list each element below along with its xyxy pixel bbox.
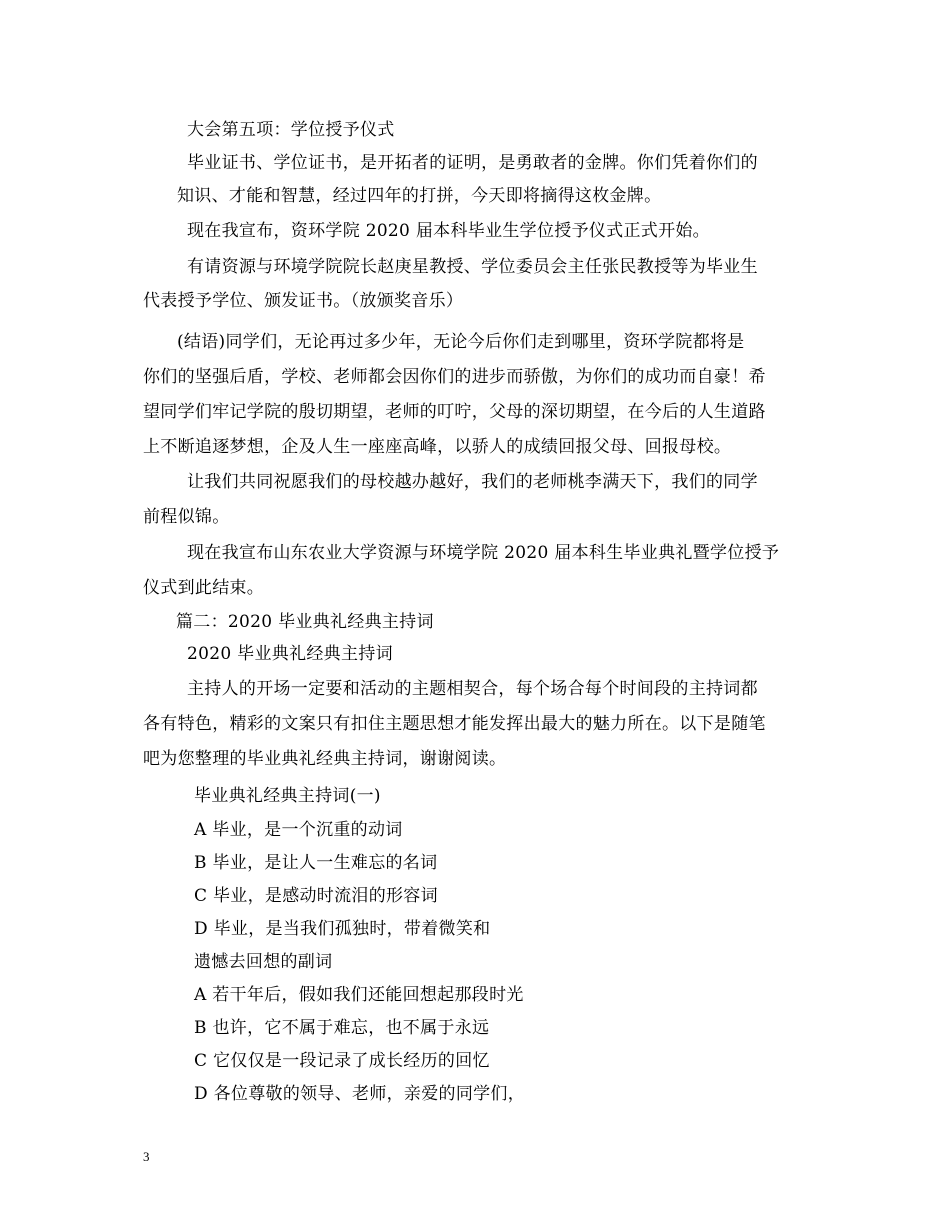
text-line: 现在我宣布山东农业大学资源与环境学院 2020 届本科生毕业典礼暨学位授予 (187, 543, 780, 563)
text-line: 你们的坚强后盾，学校、老师都会因你们的进步而骄傲，为你们的成功而自豪！希 (143, 367, 766, 387)
text-line: 主持人的开场一定要和活动的主题相契合，每个场合每个时间段的主持词都 (187, 679, 758, 699)
text-line: A 若干年后，假如我们还能回想起那段时光 (194, 985, 524, 1005)
text-line: 让我们共同祝愿我们的母校越办越好，我们的老师桃李满天下，我们的同学 (187, 472, 758, 492)
text-line: D 各位尊敬的领导、老师，亲爱的同学们， (194, 1084, 526, 1104)
text-line: 毕业典礼经典主持词(一) (194, 786, 381, 806)
text-line: 有请资源与环境学院院长赵庚星教授、学位委员会主任张民教授等为毕业生 (187, 257, 758, 277)
text-line: 仪式到此结束。 (143, 578, 265, 598)
text-line: (结语)同学们，无论再过多少年，无论今后你们走到哪里，资环学院都将是 (177, 332, 745, 352)
text-line: C 毕业，是感动时流泪的形容词 (194, 886, 438, 906)
text-line: B 毕业，是让人一生难忘的名词 (194, 853, 438, 873)
text-line: 前程似锦。 (143, 507, 230, 527)
text-line: 各有特色，精彩的文案只有扣住主题思想才能发挥出最大的魅力所在。以下是随笔 (143, 714, 766, 734)
text-line: 遗憾去回想的副词 (194, 952, 333, 972)
text-line: 代表授予学位、颁发证书。（放颁奖音乐） (143, 291, 464, 311)
text-line: 吧为您整理的毕业典礼经典主持词，谢谢阅读。 (143, 749, 507, 769)
text-line: 知识、才能和智慧，经过四年的打拼，今天即将摘得这枚金牌。 (177, 186, 662, 206)
text-line: B 也许，它不属于难忘，也不属于永远 (194, 1018, 490, 1038)
text-line: C 它仅仅是一段记录了成长经历的回忆 (194, 1051, 490, 1071)
text-line: D 毕业，是当我们孤独时，带着微笑和 (194, 919, 491, 939)
text-line: 现在我宣布，资环学院 2020 届本科毕业生学位授予仪式正式开始。 (187, 221, 710, 241)
text-line: A 毕业，是一个沉重的动词 (194, 820, 403, 840)
section-subheading: 2020 毕业典礼经典主持词 (187, 644, 393, 664)
text-line: 上不断追逐梦想，企及人生一座座高峰，以骄人的成绩回报父母、回报母校。 (143, 437, 732, 457)
text-line: 望同学们牢记学院的殷切期望，老师的叮咛，父母的深切期望，在今后的人生道路 (143, 402, 766, 422)
text-line: 毕业证书、学位证书，是开拓者的证明，是勇敢者的金牌。你们凭着你们的 (187, 153, 758, 173)
section-heading: 篇二：2020 毕业典礼经典主持词 (176, 612, 434, 632)
page-number: 3 (143, 1149, 150, 1164)
text-line: 大会第五项：学位授予仪式 (187, 120, 395, 140)
